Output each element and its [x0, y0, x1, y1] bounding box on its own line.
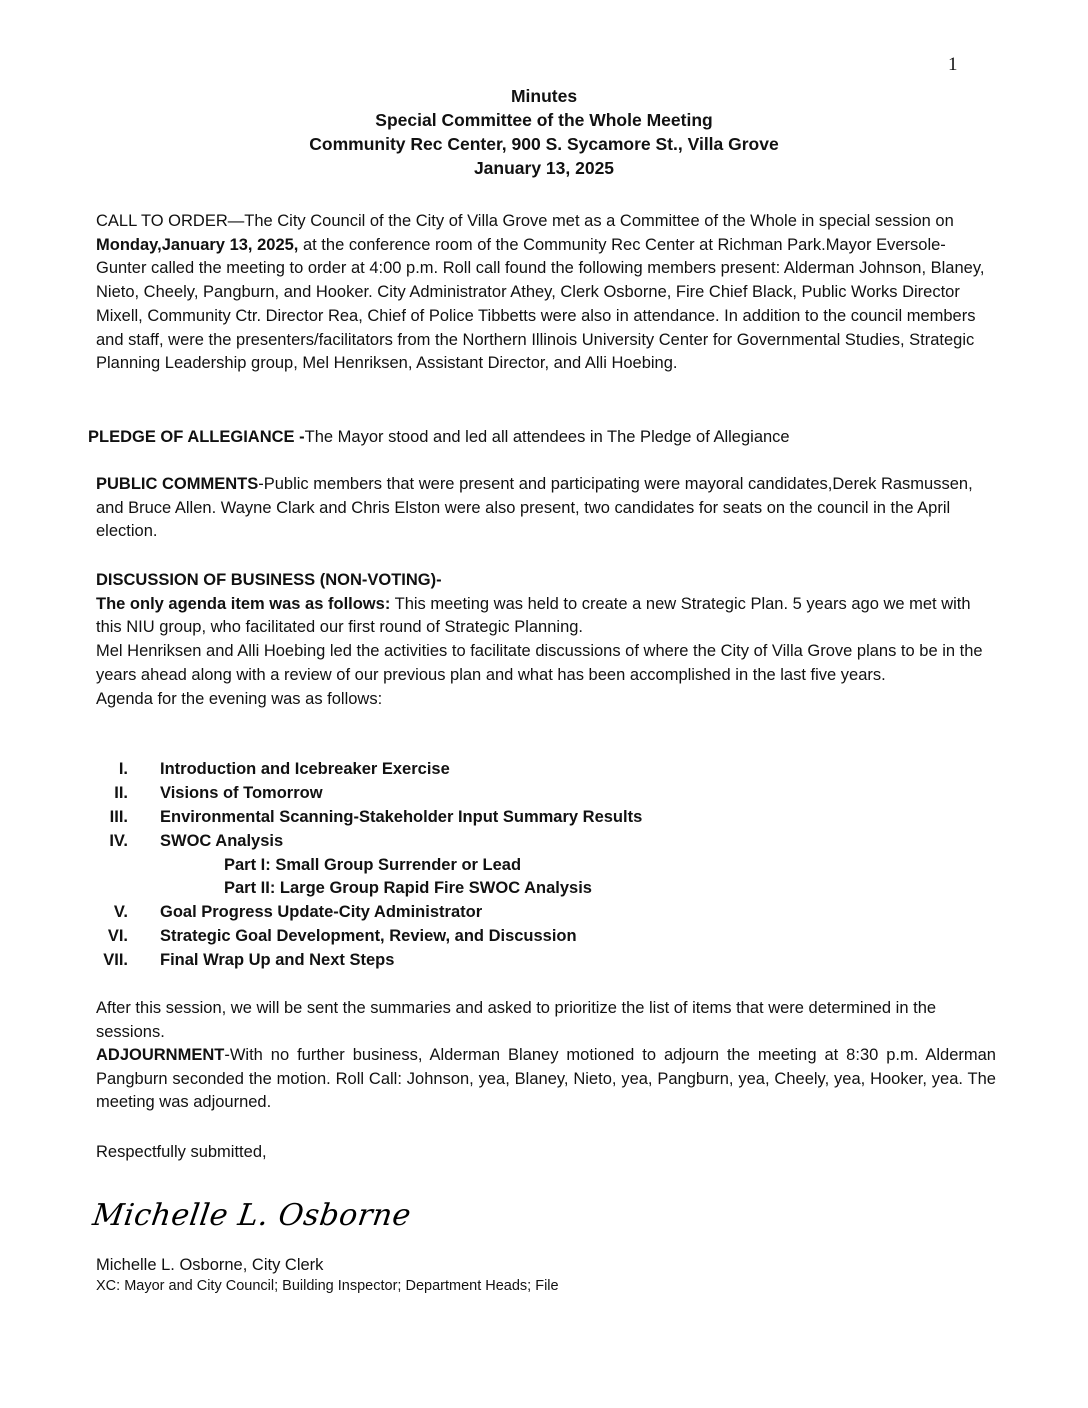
agenda-sub-item: Part II: Large Group Rapid Fire SWOC Analysis [224, 879, 592, 898]
agenda-item-number: VII. [103, 951, 128, 970]
clerk-name-title: Michelle L. Osborne, City Clerk [96, 1256, 324, 1274]
discussion-section [96, 569, 996, 711]
agenda-item-text: Visions of Tomorrow [160, 783, 323, 802]
list-item [96, 830, 996, 854]
public-comments-paragraph [96, 473, 996, 544]
header-title: Minutes [510, 86, 578, 106]
closing-line: Respectfully submitted, [96, 1143, 267, 1161]
page-number: 1 [948, 54, 958, 75]
public-comments-heading: PUBLIC COMMENTS [96, 475, 259, 493]
list-item [96, 925, 996, 949]
agenda-item-text: Goal Progress Update-City Administrator [160, 903, 483, 922]
agenda-item-text: Environmental Scanning-Stakeholder Input Summary Results [160, 807, 643, 826]
header-meeting-type: Special Committee of the Whole Meeting [375, 110, 713, 130]
list-item [96, 901, 996, 925]
agenda-item-number: VI. [107, 927, 128, 946]
agenda-item-number: IV. [109, 831, 128, 850]
list-item [96, 949, 996, 973]
agenda-list [96, 758, 996, 973]
after-session-paragraph: After this session, we will be sent the summaries and asked to prioritize the list of items that were determined in the sessions. [96, 999, 937, 1041]
list-item [96, 877, 996, 901]
meeting-date-bold: Monday,January 13, 2025, [96, 235, 299, 254]
agenda-item-number: III. [109, 807, 128, 826]
adjournment-paragraph [96, 1044, 996, 1115]
adjournment-heading: ADJOURNMENT [96, 1046, 225, 1064]
agenda-lead: The only agenda item was as follows: [96, 594, 391, 613]
call-to-order-text: CALL TO ORDER—The City Council of the City of Villa Grove met as a Committee of the Whole in special session on [96, 212, 954, 230]
agenda-item-text: Introduction and Icebreaker Exercise [160, 760, 450, 778]
agenda-item-text: SWOC Analysis [160, 831, 284, 850]
discussion-heading: DISCUSSION OF BUSINESS (NON-VOTING)- [96, 571, 442, 589]
agenda-sub-item: Part I: Small Group Surrender or Lead [224, 855, 522, 874]
agenda-intro: Agenda for the evening was as follows: [96, 689, 383, 708]
facilitators-paragraph: Mel Henriksen and Alli Hoebing led the activities to facilitate discussions of where the City of Villa Grove plans to be in the years ahead along with a review of our previous plan and what has been accomplished in the last five years. [96, 642, 983, 684]
list-item [96, 854, 996, 878]
pledge-paragraph [88, 426, 988, 450]
agenda-description: This meeting was held to create a new Strategic Plan. 5 years ago we met with this NIU group, who facilitated our first round of Strategic Planning. [96, 594, 971, 637]
header-location: Community Rec Center, 900 S. Sycamore St., Villa Grove [309, 134, 779, 154]
public-comments-text: -Public members that were present and participating were mayoral candidates,Derek Rasmussen, and Bruce Allen. Wayne Clark and Chris Elston were also present, two candidates for seats on the council in the April election. [96, 475, 973, 541]
call-to-order-paragraph [96, 210, 996, 376]
agenda-item-number: V. [113, 903, 128, 922]
signature: Michelle L. Osborne [90, 1198, 414, 1233]
adjournment-text: -With no further business, Alderman Blaney motioned to adjourn the meeting at 8:30 p.m. Alderman Pangburn seconded the motion. Roll Call: Johnson, yea, Blaney, Nieto, yea, Pangburn, yea, Cheely, yea, Hooker, yea. The meeting was adjourned. [96, 1046, 996, 1112]
agenda-item-number: I. [118, 760, 128, 778]
list-item [96, 806, 996, 830]
agenda-item-text: Strategic Goal Development, Review, and Discussion [160, 927, 577, 946]
call-to-order-text-continued: at the conference room of the Community Rec Center at Richman Park.Mayor Eversole-Gunter called the meeting to order at 4:00 p.m. Roll call found the following members present: Alderman Johnson, Blaney, Nieto, Cheely, Pangburn, and Hooker. City Administrator Athey, Clerk Osborne, Fire Chief Black, Public Works Director Mixell, Community Ctr. Director Rea, Chief of Police Tibbetts were also in attendance. In addition to the council members and staff, were the presenters/facilitators from the Northern Illinois University Center for Governmental Studies, Strategic Planning Leadership group, Mel Henriksen, Assistant Director, and Alli Hoebing. [96, 235, 985, 373]
list-item [96, 758, 996, 782]
pledge-heading: PLEDGE OF ALLEGIANCE - [88, 428, 305, 446]
list-item [96, 782, 996, 806]
agenda-item-number: II. [114, 783, 128, 802]
distribution-list: XC: Mayor and City Council; Building Inspector; Department Heads; File [96, 1278, 559, 1294]
document-header [0, 84, 1088, 180]
header-date: January 13, 2025 [473, 158, 615, 178]
pledge-text: The Mayor stood and led all attendees in The Pledge of Allegiance [304, 428, 790, 446]
agenda-item-text: Final Wrap Up and Next Steps [160, 951, 395, 970]
